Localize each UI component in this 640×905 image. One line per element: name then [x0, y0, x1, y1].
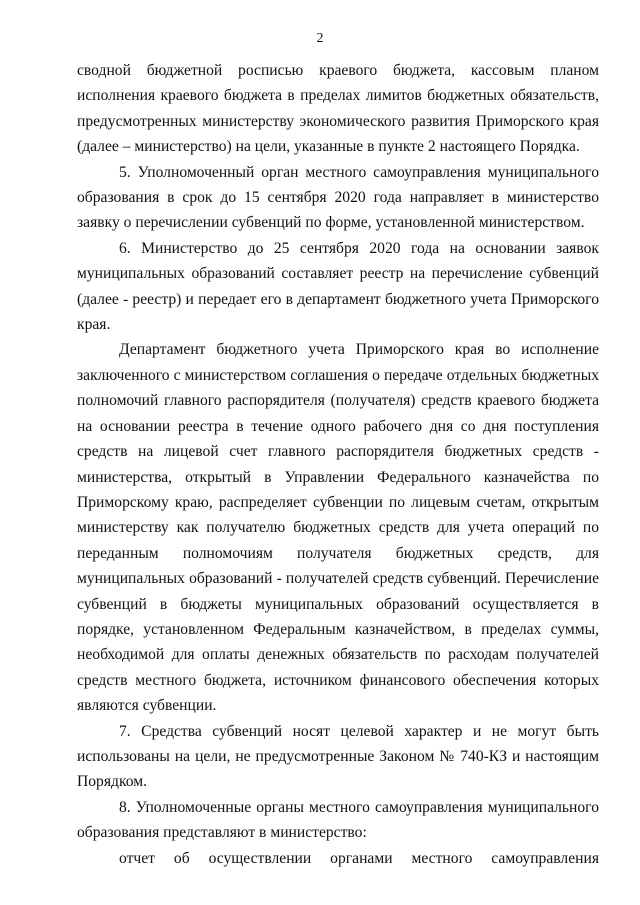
- paragraph-report: отчет об осуществлении органами местного самоуправления: [119, 849, 599, 867]
- paragraph-item-5: 5. Уполномоченный орган местного самоуправления муниципального образования в срок до 15 сентября 2020 года направляет в министерство заявку о перечислении субвенций по форме, установленной министерством.: [77, 163, 599, 232]
- paragraph-department: Департамент бюджетного учета Приморского края во исполнение заключенного с министерством соглашения о передаче отдельных бюджетных полномочий главного распорядителя (получателя) средств краевого бюджета на основании реестра в течение одного рабочего дня со дня поступления средств на лицевой счет главного распорядителя бюджетных средств - министерства, открытый в Управлении Федерального казначейства по Приморскому краю, распределяет субвенции по лицевым счетам, открытым министерству как получателю бюджетных средств для учета операций по переданным полномочиям получателя бюджетных средств, для муниципальных образований - получателей средств субвенций. Перечисление субвенций в бюджеты муниципальных образований осуществляется в порядке, установленном Федеральным казначейством, в пределах суммы, необходимой для оплаты денежных обязательств по расходам получателей средств местного бюджета, источником финансового обеспечения которых являются субвенции.: [77, 341, 599, 715]
- paragraph-continuation: сводной бюджетной росписью краевого бюджета, кассовым планом исполнения краевого бюджета в пределах лимитов бюджетных обязательств, предусмотренных министерству экономического развития Приморского края (далее – министерство) на цели, указанные в пункте 2 настоящего Порядка.: [77, 62, 599, 156]
- page-number: 2: [316, 31, 324, 46]
- paragraph-item-7: 7. Средства субвенций носят целевой характер и не могут быть использованы на цели, не предусмотренные Законом № 740-КЗ и настоящим Порядком.: [77, 722, 599, 791]
- paragraph-item-6: 6. Министерство до 25 сентября 2020 года на основании заявок муниципальных образований составляет реестр на перечисление субвенций (далее - реестр) и передает его в департамент бюджетного учета Приморского края.: [77, 239, 599, 334]
- paragraph-item-8: 8. Уполномоченные органы местного самоуправления муниципального образования представляют в министерство:: [77, 798, 599, 842]
- document-body: [77, 58, 599, 871]
